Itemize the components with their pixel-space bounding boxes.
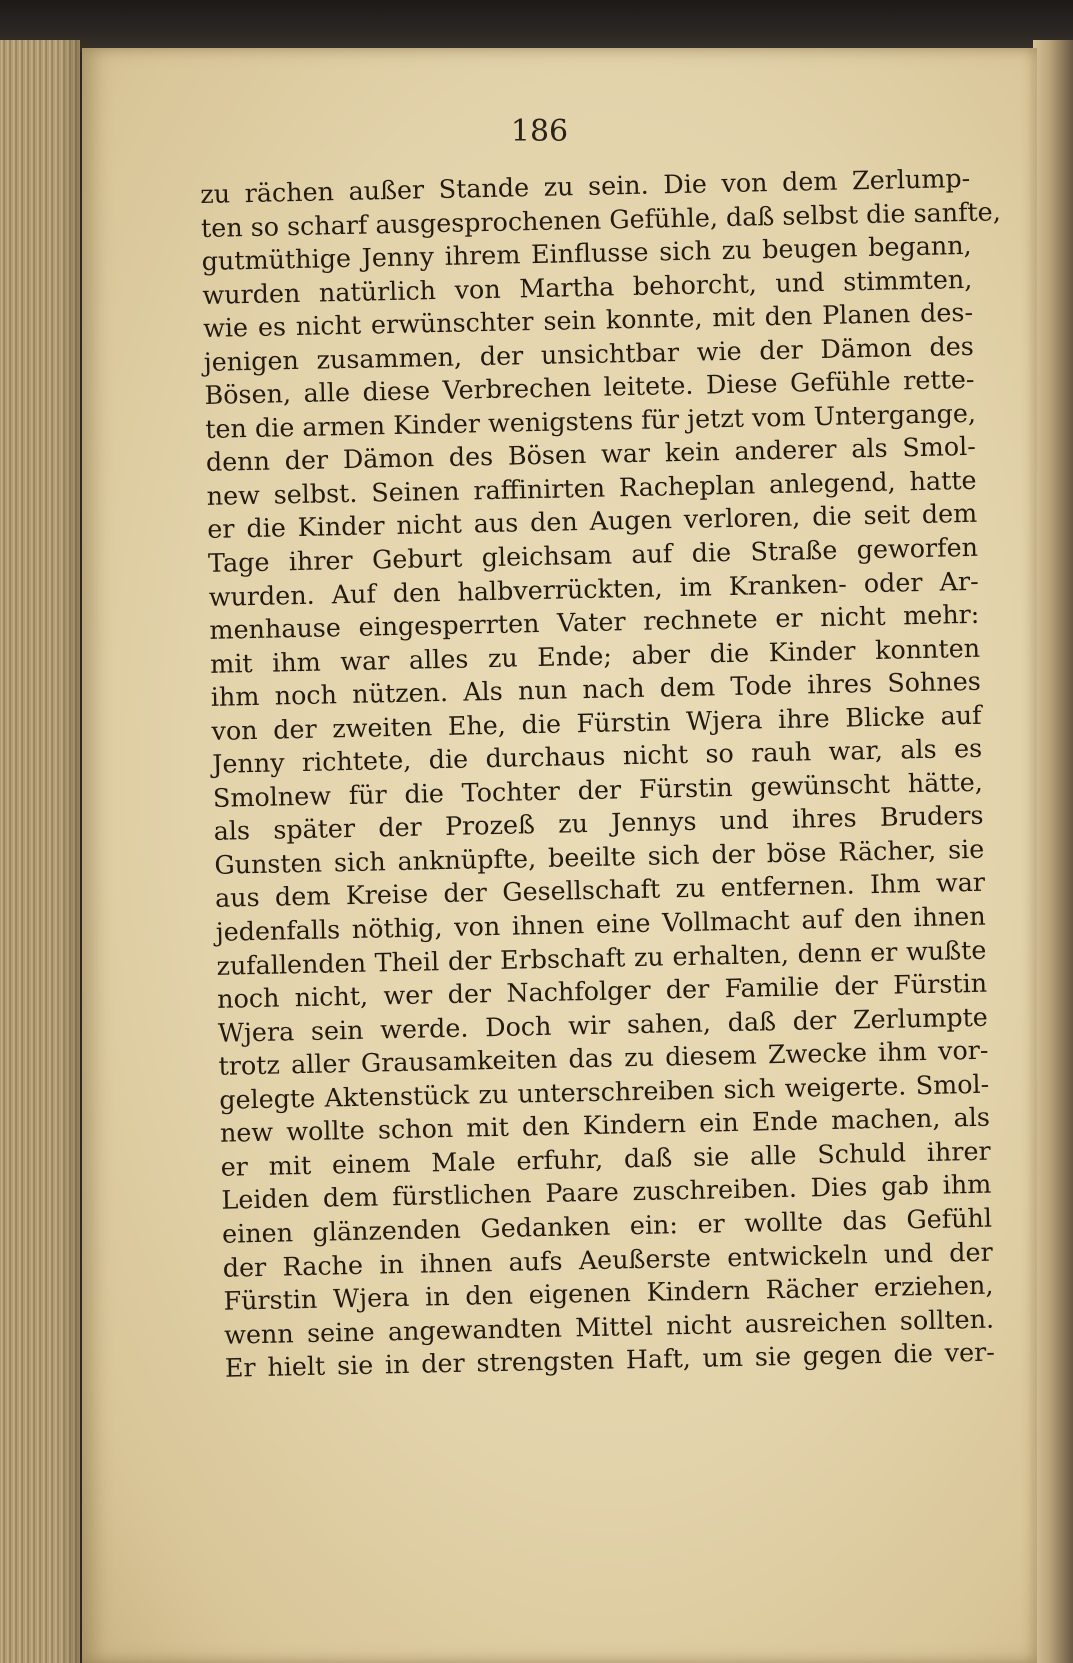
text-line: wurden. Auf den halbverrückten, im Kranken- oder Ar- [208,565,979,612]
text-line: denn der Dämon des Bösen war kein anderer als Smol- [205,431,977,478]
text-line: menhause eingesperrten Vater rechnete er nicht mehr: [209,598,980,646]
book-top-edge [0,0,1073,52]
text-line: wurden natürlich von Martha behorcht, und stimmten, [202,263,973,310]
text-line: zufallenden Theil der Erbschaft zu erhalten, denn er wußte [216,934,987,981]
text-line: Leiden dem fürstlichen Paare zuschreiben. Dies gab ihm [221,1169,992,1216]
text-line: ten so scharf ausgesprochenen Gefühle, daß selbst die sanfte, [200,195,1002,243]
text-line: Wjera sein werde. Doch wir sahen, daß der Zerlumpte [217,1001,989,1048]
book-page [82,48,1037,1663]
text-line: aus dem Kreise der Gesellschaft zu entfernen. Ihm war [214,867,986,914]
text-line: new wollte schon mit den Kindern ein Ende machen, als [219,1101,991,1149]
text-line: noch nicht, wer der Nachfolger der Familie der Fürstin [216,967,988,1014]
text-line: von der zweiten Ehe, die Fürstin Wjera ihre Blicke auf [211,699,982,746]
text-line: Smolnew für die Tochter der Fürstin gewünscht hätte, [212,766,984,813]
page-number: 186 [510,114,569,149]
text-line: Er hielt sie in der strengsten Haft, um sie gegen die ver- [224,1336,996,1383]
text-line: Jenny richtete, die durchaus nicht so rauh war, als es [211,733,983,780]
text-line: Gunsten sich anknüpfte, beeilte sich der böse Rächer, sie [214,833,985,880]
text-line: ihm noch nützen. Als nun nach dem Tode ihres Sohnes [210,665,982,713]
text-line: jedenfalls nöthig, von ihnen eine Vollmacht auf den ihnen [215,900,986,947]
text-line: er mit einem Male erfuhr, daß sie alle Schuld ihrer [220,1135,991,1182]
text-line: jenigen zusammen, der unsichtbar wie der Dämon des [203,330,974,377]
text-line: mit ihm war alles zu Ende; aber die Kinder konnten [209,632,981,679]
text-line: wie es nicht erwünschter sein konnte, mit den Planen des- [202,297,974,344]
text-line: new selbst. Seinen raffinirten Racheplan anlegend, hatte [206,464,977,511]
text-line: wenn seine angewandten Mittel nicht ausreichen sollten. [223,1303,995,1350]
text-line: Fürstin Wjera in den eigenen Kindern Rächer erziehen, [223,1269,994,1316]
text-line: Tage ihrer Geburt gleichsam auf die Straße geworfen [207,531,979,578]
right-page-edge [1033,40,1073,1663]
text-line: der Rache in ihnen aufs Aeußerste entwickeln und der [222,1236,993,1283]
text-line: Bösen, alle diese Verbrechen leitete. Diese Gefühle rette- [204,364,975,411]
text-line: einen glänzenden Gedanken ein: er wollte das Gefühl [221,1202,993,1249]
text-line: gelegte Aktenstück zu unterschreiben sich weigerte. Smol- [218,1068,990,1115]
text-line: als später der Prozeß zu Jennys und ihres Bruders [213,800,984,847]
text-line: gutmüthige Jenny ihrem Einflusse sich zu beugen begann, [201,229,972,277]
body-text [200,162,1002,1386]
text-line: ten die armen Kinder wenigstens für jetzt vom Untergange, [204,397,977,444]
text-line: zu rächen außer Stande zu sein. Die von dem Zerlump- [200,162,971,209]
text-line: trotz aller Grausamkeiten das zu diesem Zwecke ihm vor- [218,1034,989,1082]
text-line: er die Kinder nicht aus den Augen verloren, die seit dem [207,498,978,545]
